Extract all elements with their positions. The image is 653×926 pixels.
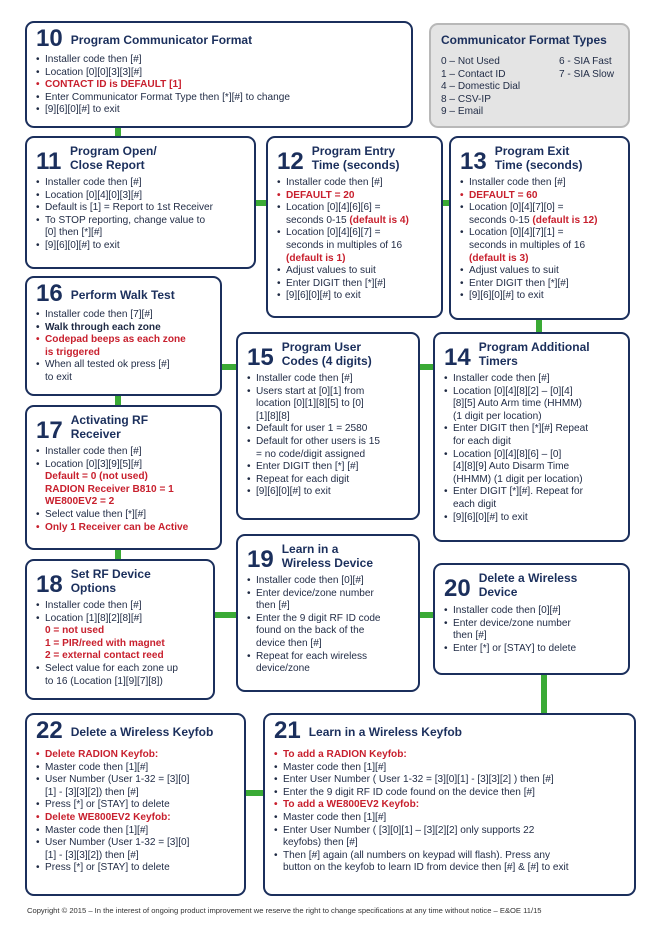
instruction: WE800EV2 = 2 (45, 496, 115, 508)
instruction: • [9][6][0][#] to exit (36, 240, 246, 253)
instruction: • [9][6][0][#] to exit (36, 104, 403, 117)
instruction: device/zone (256, 663, 310, 675)
step-title: Program Entry Time (seconds) (311, 144, 400, 172)
step-14-program-additional-timers (433, 332, 630, 542)
instruction: • Enter DIGIT [*][#]. Repeat for (444, 486, 620, 499)
instruction: • Installer code then [0][#] (247, 575, 410, 588)
instruction: • Enter device/zone number (247, 588, 410, 601)
instruction: to exit (45, 371, 72, 383)
instruction: • Installer code then [#] (460, 177, 620, 190)
instruction: • Location [0][0][3][3][#] (36, 67, 403, 80)
connector (244, 790, 265, 796)
instruction: • Default for user 1 = 2580 (247, 423, 410, 436)
instruction: for each digit (453, 435, 511, 447)
instruction: • Adjust values to suit (277, 265, 433, 278)
step-title: Perform Walk Test (70, 288, 175, 302)
instruction: • Location [0][4][8][6] – [0] (444, 449, 620, 462)
instruction: = no code/digit assigned (256, 448, 366, 460)
format-type: 4 – Domestic Dial (441, 81, 521, 93)
step-title: Program User Codes (4 digits) (281, 340, 372, 368)
instruction: • [9][6][0][#] to exit (444, 512, 620, 525)
instruction: • Location [0][4][6][6] = (277, 202, 433, 215)
instruction: • DEFAULT = 20 (277, 190, 433, 203)
step-title: Delete a Wireless Device (478, 571, 578, 599)
step-title: Learn in a Wireless Keyfob (308, 725, 462, 739)
format-type: 0 – Not Used (441, 56, 500, 67)
instruction: • Installer code then [7][#] (36, 309, 212, 322)
instruction: • Enter User Number ( [3][0][1] – [3][2][2] only supports 22 (274, 825, 626, 838)
instruction: • Installer code then [#] (277, 177, 433, 190)
instruction: • Installer code then [#] (36, 600, 205, 613)
instruction: • Select value for each zone up (36, 663, 205, 676)
instruction: [8][5] Auto Arm time (HHMM) (453, 398, 583, 410)
step-title: Program Additional Timers (478, 340, 590, 368)
instruction: keyfobs) then [#] (283, 837, 358, 849)
instruction: [1] - [3][3][2]) then [#] (45, 786, 139, 798)
instruction: (1 digit per location) (453, 410, 542, 422)
instruction: 0 = not used (45, 625, 105, 637)
instruction: • Enter [*] or [STAY] to delete (444, 643, 620, 656)
step-title: Activating RF Receiver (70, 413, 149, 441)
step-21-learn-wireless-keyfob (263, 713, 636, 896)
instruction: • When all tested ok press [#] (36, 359, 212, 372)
step-title: Program Open/ Close Report (70, 144, 157, 172)
step-title: Learn in a Wireless Device (281, 542, 373, 570)
step-number: 10 (36, 25, 63, 52)
instruction: • Default is [1] = Report to 1st Receiver (36, 202, 246, 215)
instruction: • Location [0][4][8][2] – [0][4] (444, 386, 620, 399)
step-number: 12 (277, 148, 304, 175)
format-types-title: Communicator Format Types (441, 33, 607, 47)
instruction: • Select value then [*][#] (36, 509, 212, 522)
instruction: is triggered (45, 346, 100, 358)
instruction: • Enter device/zone number (444, 618, 620, 631)
instruction: • Walk through each zone (36, 322, 212, 335)
step-number: 14 (444, 344, 471, 371)
instruction: seconds 0-15 (default is 4) (286, 214, 409, 226)
instruction: • Location [1][8][2][8][#] (36, 613, 205, 626)
instruction: found on the back of the (256, 625, 365, 637)
connector (213, 612, 238, 618)
instruction: • Installer code then [#] (36, 177, 246, 190)
instruction: then [#] (256, 600, 290, 612)
instruction: • Repeat for each digit (247, 474, 410, 487)
instruction: seconds in multiples of 16 (286, 239, 403, 251)
instruction: • To STOP reporting, change value to (36, 215, 246, 228)
instruction: 2 = external contact reed (45, 650, 164, 662)
instruction: • Press [*] or [STAY] to delete (36, 799, 236, 812)
instruction: 1 = PIR/reed with magnet (45, 637, 165, 649)
connector (536, 319, 542, 333)
instruction: • Location [0][3][9][5][#] (36, 459, 212, 472)
step-10-program-communicator-format (25, 21, 413, 128)
instruction: • Delete RADION Keyfob: (36, 749, 236, 762)
instruction: • [9][6][0][#] to exit (247, 486, 410, 499)
step-title: Set RF Device Options (70, 567, 151, 595)
step-title: Program Exit Time (seconds) (494, 144, 583, 172)
step-number: 19 (247, 546, 274, 573)
instruction: seconds 0-15 (default is 12) (469, 214, 598, 226)
format-type: 9 – Email (441, 106, 484, 118)
instruction: • User Number (User 1-32 = [3][0] (36, 774, 236, 787)
instruction: • Enter DIGIT then [*][#] (460, 278, 620, 291)
step-title: Delete a Wireless Keyfob (70, 725, 214, 739)
format-type: 6 - SIA Fast (559, 56, 612, 67)
instruction: • Users start at [0][1] from (247, 386, 410, 399)
instruction: [4][8][9] Auto Disarm Time (453, 461, 570, 473)
instruction: each digit (453, 498, 497, 510)
instruction: • To add a RADION Keyfob: (274, 749, 626, 762)
instruction: • Adjust values to suit (460, 265, 620, 278)
step-18-set-rf-device-options (25, 559, 215, 700)
step-16-perform-walk-test (25, 276, 222, 396)
instruction: • Master code then [1][#] (274, 812, 626, 825)
format-type: 1 – Contact ID (441, 68, 506, 80)
instruction: • Enter the 9 digit RF ID code (247, 613, 410, 626)
instruction: • Installer code then [#] (247, 373, 410, 386)
instruction: • [9][6][0][#] to exit (460, 290, 620, 303)
instruction: • Installer code then [#] (36, 446, 212, 459)
step-17-activating-rf-receiver (25, 405, 222, 550)
instruction: • To add a WE800EV2 Keyfob: (274, 799, 626, 812)
instruction: • DEFAULT = 60 (460, 190, 620, 203)
instruction: • [9][6][0][#] to exit (277, 290, 433, 303)
step-number: 20 (444, 575, 471, 602)
step-number: 21 (274, 717, 301, 744)
step-number: 15 (247, 344, 274, 371)
instruction: • Location [0][4][7][0] = (460, 202, 620, 215)
step-20-delete-wireless-device (433, 563, 630, 675)
format-type: 8 – CSV-IP (441, 93, 491, 105)
copyright-footer: Copyright © 2015 – In the interest of ongoing product improvement we reserve the right to change specifications at any time without notice – E&OE 11/15 (27, 906, 542, 915)
instruction: • Location [0][4][0][3][#] (36, 190, 246, 203)
step-22-delete-wireless-keyfob (25, 713, 246, 896)
instruction: • Enter Communicator Format Type then [*][#] to change (36, 92, 403, 105)
instruction: • Installer code then [#] (444, 373, 620, 386)
instruction: • Installer code then [#] (36, 54, 403, 67)
instruction: RADION Receiver B810 = 1 (45, 483, 174, 495)
step-number: 11 (36, 148, 62, 175)
instruction: seconds in multiples of 16 (469, 239, 586, 251)
step-number: 16 (36, 280, 63, 307)
step-15-program-user-codes (236, 332, 420, 520)
instruction: device then [#] (256, 637, 322, 649)
instruction: to 16 (Location [1][9][7][8]) (45, 675, 163, 687)
instruction: (HHMM) (1 digit per location) (453, 473, 583, 485)
instruction: • Press [*] or [STAY] to delete (36, 862, 236, 875)
instruction: • Enter the 9 digit RF ID code found on the device then [#] (274, 787, 626, 800)
instruction: [1][8][8] (256, 410, 290, 422)
instruction: button on the keyfob to learn ID from device then [#] & [#] to exit (283, 862, 569, 874)
instruction: [1] - [3][3][2]) then [#] (45, 849, 139, 861)
instruction: • Enter DIGIT then [*][#] Repeat (444, 423, 620, 436)
instruction: [0] then [*][#] (45, 227, 103, 239)
instruction: • User Number (User 1-32 = [3][0] (36, 837, 236, 850)
step-number: 22 (36, 717, 63, 744)
step-19-learn-wireless-device (236, 534, 420, 692)
instruction: • Location [0][4][7][1] = (460, 227, 620, 240)
instruction: • Master code then [1][#] (36, 825, 236, 838)
connector (541, 673, 547, 715)
format-types-panel (429, 23, 630, 128)
instruction: • Installer code then [0][#] (444, 605, 620, 618)
instruction: • Then [#] again (all numbers on keypad will flash). Press any (274, 850, 626, 863)
instruction: • Delete WE800EV2 Keyfob: (36, 812, 236, 825)
instruction: • CONTACT ID is DEFAULT [1] (36, 79, 403, 92)
step-13-program-exit-time (449, 136, 630, 320)
instruction: • Codepad beeps as each zone (36, 334, 212, 347)
step-number: 13 (460, 148, 487, 175)
instruction: • Default for other users is 15 (247, 436, 410, 449)
instruction: • Enter DIGIT then [*] [#] (247, 461, 410, 474)
instruction: • Enter DIGIT then [*][#] (277, 278, 433, 291)
instruction: (default is 3) (469, 252, 529, 264)
instruction: then [#] (453, 630, 487, 642)
instruction: • Repeat for each wireless (247, 651, 410, 664)
instruction: • Master code then [1][#] (36, 762, 236, 775)
instruction: • Location [0][4][6][7] = (277, 227, 433, 240)
format-type: 7 - SIA Slow (559, 68, 614, 80)
step-11-program-open-close-report (25, 136, 256, 269)
instruction: Default = 0 (not used) (45, 471, 148, 483)
step-title: Program Communicator Format (70, 33, 253, 47)
step-number: 17 (36, 417, 63, 444)
instruction: • Enter User Number ( User 1-32 = [3][0][1] - [3][3][2] ) then [#] (274, 774, 626, 787)
instruction: location [0][1][8][5] to [0] (256, 398, 364, 410)
instruction: • Only 1 Receiver can be Active (36, 522, 212, 535)
step-number: 18 (36, 571, 63, 598)
step-12-program-entry-time (266, 136, 443, 318)
instruction: • Master code then [1][#] (274, 762, 626, 775)
instruction: (default is 1) (286, 252, 346, 264)
